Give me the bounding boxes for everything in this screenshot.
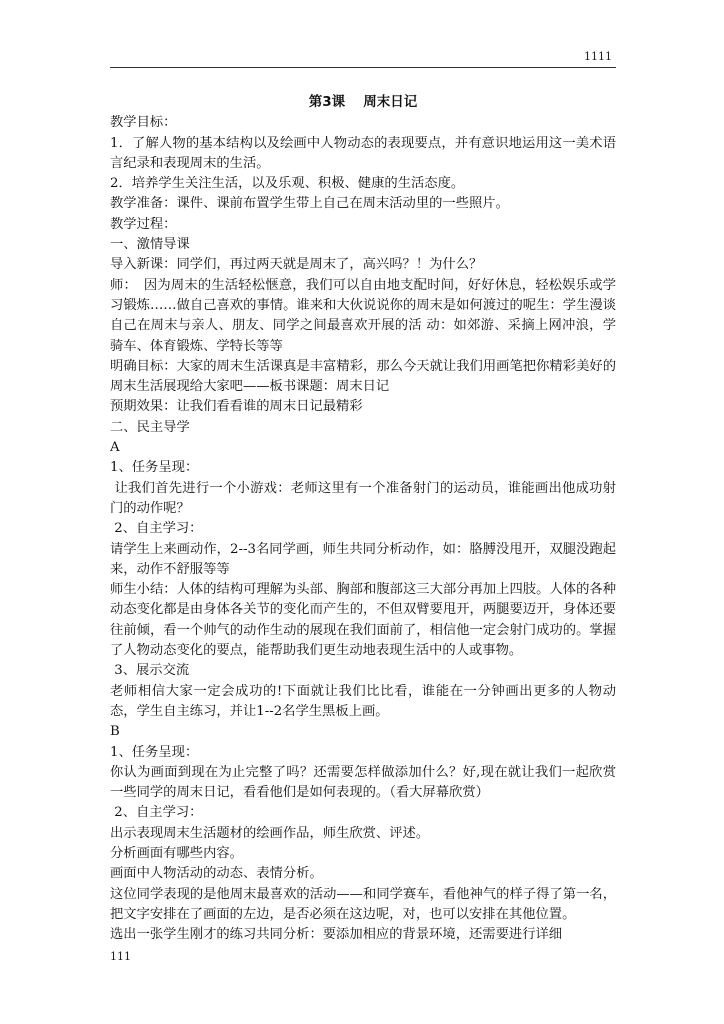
text-line: 2．培养学生关注生活，以及乐观、积极、健康的生活态度。 <box>110 176 465 192</box>
lesson-title: 第3课 周末日记 <box>308 94 418 110</box>
text-line: 1、任务呈现： <box>110 460 199 476</box>
text-line: A <box>110 440 120 456</box>
text-line: 教学目标： <box>110 115 177 131</box>
header-rule <box>110 67 616 68</box>
text-line: 2、自主学习： <box>110 805 203 821</box>
text-line: 导入新课：同学们，再过两天就是周末了，高兴吗？！为什么？ <box>110 257 483 273</box>
text-line: 3、展示交流 <box>110 663 190 679</box>
text-line: 教学准备：课件、课前布置学生带上自己在周末活动里的一些照片。 <box>110 196 509 212</box>
text-line: 1、任务呈现： <box>110 744 199 760</box>
text-line: 请学生上来画动作，2--3名同学画，师生共同分析动作，如：胳膊没甩开，双腿没跑起来，动作不舒服等等 <box>110 541 616 577</box>
document-body <box>110 92 616 945</box>
text-line: 选出一张学生刚才的练习共同分析：要添加相应的背景环境，还需要进行详细 <box>110 927 563 943</box>
text-line: 让我们首先进行一个小游戏：老师这里有一个准备射门的运动员，谁能画出他成功射门的动作呢？ <box>110 480 616 516</box>
text-line: 师生小结：人体的结构可理解为头部、胸部和腹部这三大部分再加上四肢。人体的各种动态变化都是由身体各关节的变化而产生的，不但双臂要甩开，两腿要迈开，身体还要往前倾，看一个帅气的动作生动的展现在我们面前了，相信他一定会射门成功的。掌握了人物动态变化的要点，能帮助我们更生动地表现生活中的人或事物。 <box>110 582 616 659</box>
text-line: 老师相信大家一定会成功的!下面就让我们比比看，谁能在一分钟画出更多的人物动态，学生自主练习，并让1--2名学生黑板上画。 <box>110 683 616 719</box>
text-line: 师： 因为周末的生活轻松惬意，我们可以自由地支配时间，好好休息，轻松娱乐或学习锻炼……做自己喜欢的事情。谁来和大伙说说你的周末是如何渡过的呢生：学生漫谈自己在周末与亲人、朋友、同学之间最喜欢开展的活 动：如郊游、采摘上网冲浪，学骑车、体育锻炼、学特长等等 <box>110 277 616 354</box>
document-text <box>110 113 616 945</box>
text-line: 你认为画面到现在为止完整了吗？还需要怎样做添加什么？好,现在就让我们一起欣赏一些同学的周末日记，看看他们是如何表现的。（看大屏幕欣赏） <box>110 764 616 801</box>
text-line: 1．了解人物的基本结构以及绘画中人物动态的表现要点，并有意识地运用这一美术语言纪录和表现周末的生活。 <box>110 135 616 171</box>
text-line: 分析画面有哪些内容。 <box>110 845 243 861</box>
text-line: 2、自主学习： <box>110 521 203 537</box>
text-line: 明确目标：大家的周末生活课真是丰富精彩，那么今天就让我们用画笔把你精彩美好的周末生活展现给大家吧——板书课题：周末日记 <box>110 358 616 395</box>
text-line: 预期效果：让我们看看谁的周末日记最精彩 <box>110 399 363 415</box>
header-page-number: 1111 <box>584 50 612 63</box>
text-line: 出示表现周末生活题材的绘画作品，师生欣赏、评述。 <box>110 825 430 841</box>
footer-page-number: 111 <box>110 950 131 963</box>
text-line: 画面中人物活动的动态、表情分析。 <box>110 866 323 882</box>
text-line: 二、民主导学 <box>110 419 190 435</box>
text-line: 这位同学表现的是他周末最喜欢的活动——和同学赛车，看他神气的样子得了第一名，把文字安排在了画面的左边，是否必须在这边呢，对，也可以安排在其他位置。 <box>110 886 616 922</box>
text-line: B <box>110 724 120 740</box>
text-line: 一、激情导课 <box>110 237 190 253</box>
text-line: 教学过程： <box>110 216 177 232</box>
